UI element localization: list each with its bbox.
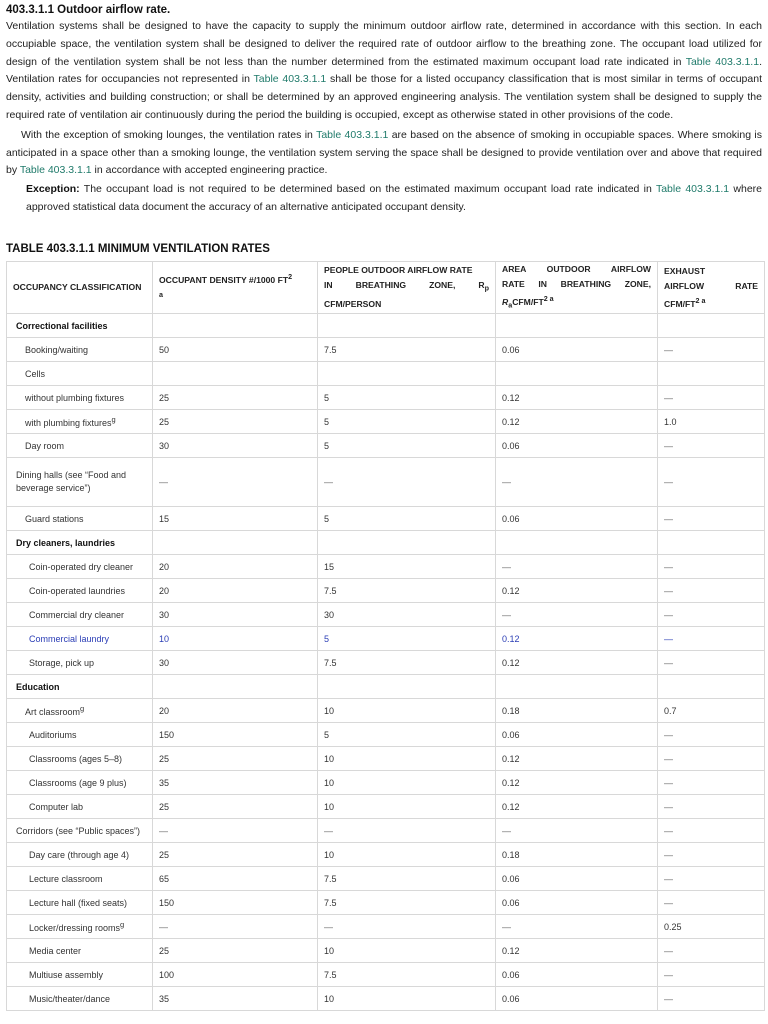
table-row: Art classroom$^g$ 20 10 0.18 0.7 <box>7 699 765 723</box>
category-label: Correctional facilities <box>7 314 153 338</box>
category-row <box>7 314 765 338</box>
table-row: without plumbing fixtures 25 5 0.12 — <box>7 386 765 410</box>
ventilation-rates-table <box>6 261 765 1012</box>
table-row: Lecture classroom 65 7.5 0.06 — <box>7 867 765 891</box>
table-link[interactable]: Table 403.3.1.1 <box>253 73 327 86</box>
table-row: Coin-operated laundries 20 7.5 0.12 — <box>7 579 765 603</box>
table-row: Classrooms (age 9 plus) 35 10 0.12 — <box>7 771 765 795</box>
table-row: Locker/dressing rooms$^g$ — — — 0.25 <box>7 915 765 939</box>
header-people-rate: PEOPLE OUTDOOR AIRFLOW RATE IN BREATHING ZONE, $R_p$ CFM/PERSON <box>318 261 496 314</box>
paragraph-2: With the exception of smoking lounges, the ventilation rates in Table 403.3.1.1 are based on the absence of smoking in occupiable spaces. Where smoking is anticipated in a space other than a smoking lounge, the ventilation system serving the space shall be designed to provide ventilation over and above that required by Table 403.3.1.1 in accordance with accepted engineering practice. <box>6 128 762 177</box>
table-row: Auditoriums 150 5 0.06 — <box>7 723 765 747</box>
header-exhaust-rate: EXHAUST AIRFLOW RATE CFM/$FT^{2 a}$ <box>658 261 765 314</box>
table-row: Music/theater/dance 35 10 0.06 — <box>7 987 765 1011</box>
table-row: Computer lab 25 10 0.12 — <box>7 795 765 819</box>
header-occupancy: OCCUPANCY CLASSIFICATION <box>7 261 153 314</box>
section-heading: 403.3.1.1 Outdoor airflow rate. <box>6 4 171 16</box>
table-link[interactable]: Table 403.3.1.1 <box>316 128 389 141</box>
table-row: Coin-operated dry cleaner 20 15 — — <box>7 555 765 579</box>
table-link[interactable]: Table 403.3.1.1 <box>655 183 730 196</box>
exception-label: Exception: <box>26 183 80 196</box>
category-label: Education <box>7 675 153 699</box>
header-area-rate: AREA OUTDOOR AIRFLOW RATE IN BREATHING ZONE, $R_aCFM/FT^{2 a}$ <box>496 261 658 314</box>
category-row <box>7 531 765 555</box>
paragraph-1: Ventilation systems shall be designed to have the capacity to supply the minimum outdoor airflow rate, determined in accordance with this section. In each occupiable space, the ventilation system shall be designed to deliver the required rate of outdoor airflow to the breathing zone. The occupant load utilized for design of the ventilation system shall be not less than the number determined from the estimated maximum occupant load rate indicated in Table 403.3.1.1. Ventilation rates for occupancies not represented in Table 403.3.1.1 shall be those for a listed occupancy classification that is most similar in terms of occupant density, activities and building construction; or shall be determined by an approved engineering analysis. The ventilation system shall be designed to supply the required rate of ventilation air continuously during the period the building is occupied, except as otherwise stated in other provisions of the code. <box>6 20 762 121</box>
table-row: Lecture hall (fixed seats) 150 7.5 0.06 — <box>7 891 765 915</box>
table-row: Classrooms (ages 5–8) 25 10 0.12 — <box>7 747 765 771</box>
table-row: Storage, pick up 30 7.5 0.12 — <box>7 651 765 675</box>
table-row: Booking/waiting 50 7.5 0.06 — <box>7 338 765 362</box>
table-title: TABLE 403.3.1.1 MINIMUM VENTILATION RATES <box>6 242 270 255</box>
table-row: Day care (through age 4) 25 10 0.18 — <box>7 843 765 867</box>
table-row: Commercial dry cleaner 30 30 — — <box>7 603 765 627</box>
table-header-row <box>7 261 765 314</box>
table-row: Day room 30 5 0.06 — <box>7 434 765 458</box>
table-row: Dining halls (see “Food and beverage service”) — — — — <box>7 458 765 507</box>
table-link[interactable]: Table 403.3.1.1 <box>19 164 92 177</box>
table-row: Guard stations 15 5 0.06 — <box>7 507 765 531</box>
table-row: Cells <box>7 362 765 386</box>
table-row: Media center 25 10 0.12 — <box>7 939 765 963</box>
table-row: with plumbing fixtures$^g$ 25 5 0.12 1.0 <box>7 410 765 434</box>
header-density: OCCUPANT DENSITY #/1000 $FT^2$ $^a$ <box>153 261 318 314</box>
category-label: Dry cleaners, laundries <box>7 531 153 555</box>
table-link[interactable]: Table 403.3.1.1 <box>685 55 760 68</box>
table-row: Multiuse assembly 100 7.5 0.06 — <box>7 963 765 987</box>
table-row-highlighted: Commercial laundry 10 5 0.12 — <box>7 627 765 651</box>
exception-paragraph: Exception: The occupant load is not required to be determined based on the estimated maximum occupant load rate indicated in Table 403.3.1.1 where approved statistical data document the accuracy of an alternative anticipated occupant density. <box>26 183 763 213</box>
category-row <box>7 675 765 699</box>
table-row: Corridors (see “Public spaces”) — — — — <box>7 819 765 843</box>
